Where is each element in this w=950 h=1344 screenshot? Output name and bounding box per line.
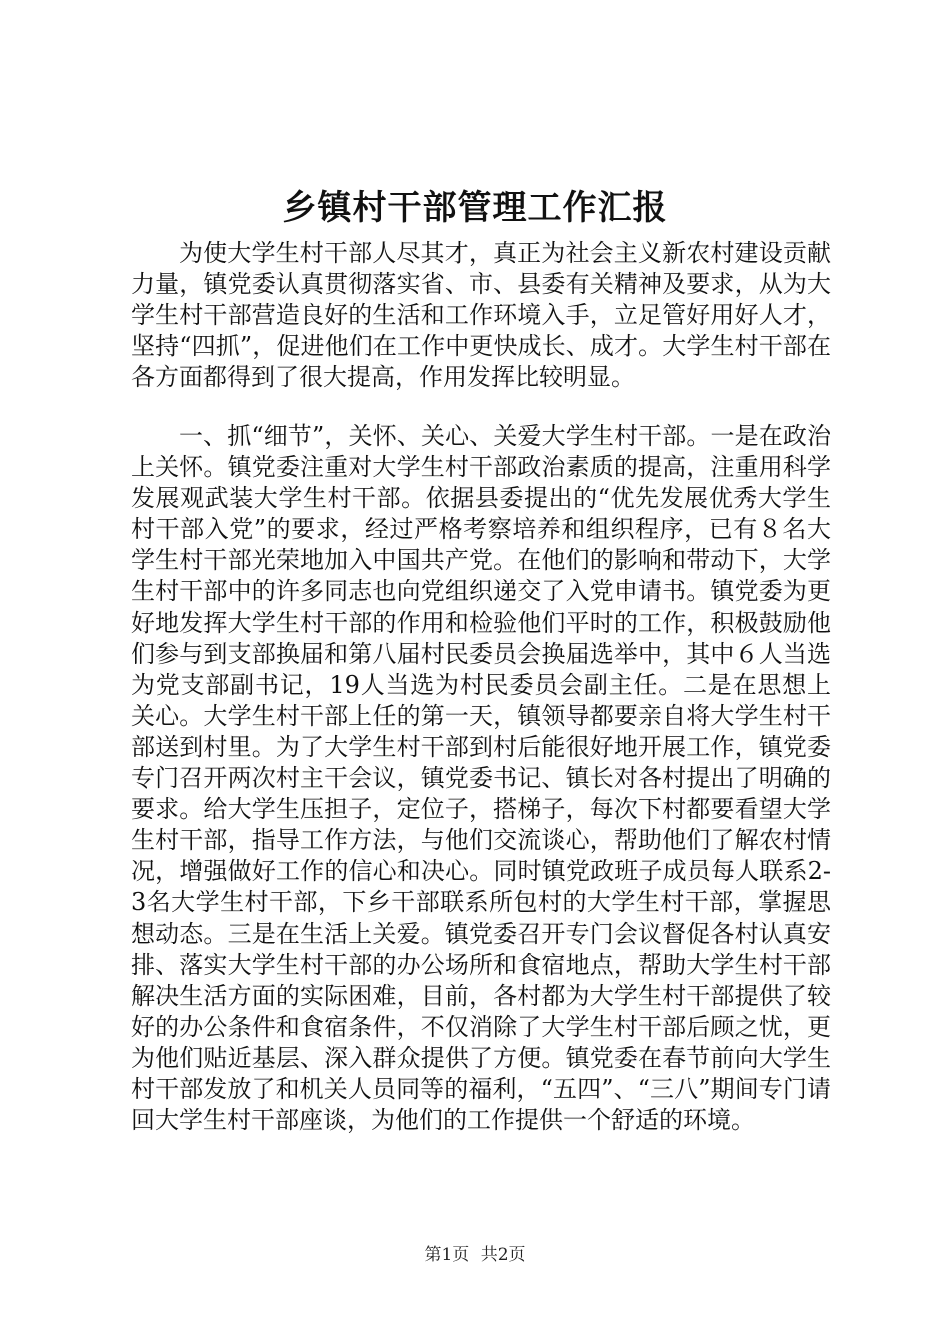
- page-total: 共2页: [480, 1245, 526, 1265]
- section-one-paragraph: 一、抓“细节”，关怀、关心、关爱大学生村干部。一是在政治上关怀。镇党委注重对大学生村干部政治素质的提高，注重用科学发展观武装大学生村干部。依据县委提出的“优先发展优秀大学生村干部入党”的要求，经过严格考察培养和组织程序，已有８名大学生村干部光荣地加入中国共产党。在他们的影响和带动下，大学生村干部中的许多同志也向党组织递交了入党申请书。镇党委为更好地发挥大学生村干部的作用和检验他们平时的工作，积极鼓励他们参与到支部换届和第八届村民委员会换届选举中，其中６人当选为党支部副书记，19人当选为村民委员会副主任。二是在思想上关心。大学生村干部上任的第一天，镇领导都要亲自将大学生村干部送到村里。为了大学生村干部到村后能很好地开展工作，镇党委专门召开两次村主干会议，镇党委书记、镇长对各村提出了明确的要求。给大学生压担子，定位子，搭梯子，每次下村都要看望大学生村干部，指导工作方法，与他们交流谈心，帮助他们了解农村情况，增强做好工作的信心和决心。同时镇党政班子成员每人联系2-3名大学生村干部，下乡干部联系所包村的大学生村干部，掌握思想动态。三是在生活上关爱。镇党委召开专门会议督促各村认真安排、落实大学生村干部的办公场所和食宿地点，帮助大学生村干部解决生活方面的实际困难，目前，各村都为大学生村干部提供了较好的办公条件和食宿条件，不仅消除了大学生村干部后顾之忧，更为他们贴近基层、深入群众提供了方便。镇党委在春节前向大学生村干部发放了和机关人员同等的福利，“五四”、“三八”期间专门请回大学生村干部座谈，为他们的工作提供一个舒适的环境。: [131, 422, 831, 1135]
- page-footer: [0, 1243, 950, 1267]
- page-number: 第1页: [424, 1245, 470, 1265]
- document-title: 乡镇村干部管理工作汇报: [282, 188, 668, 228]
- intro-paragraph: 为使大学生村干部人尽其才，真正为社会主义新农村建设贡献力量，镇党委认真贯彻落实省、市、县委有关精神及要求，从为大学生村干部营造良好的生活和工作环境入手，立足管好用好人才，坚持“四抓”，促进他们在工作中更快成长、成才。大学生村干部在各方面都得到了很大提高，作用发挥比较明显。: [131, 239, 831, 392]
